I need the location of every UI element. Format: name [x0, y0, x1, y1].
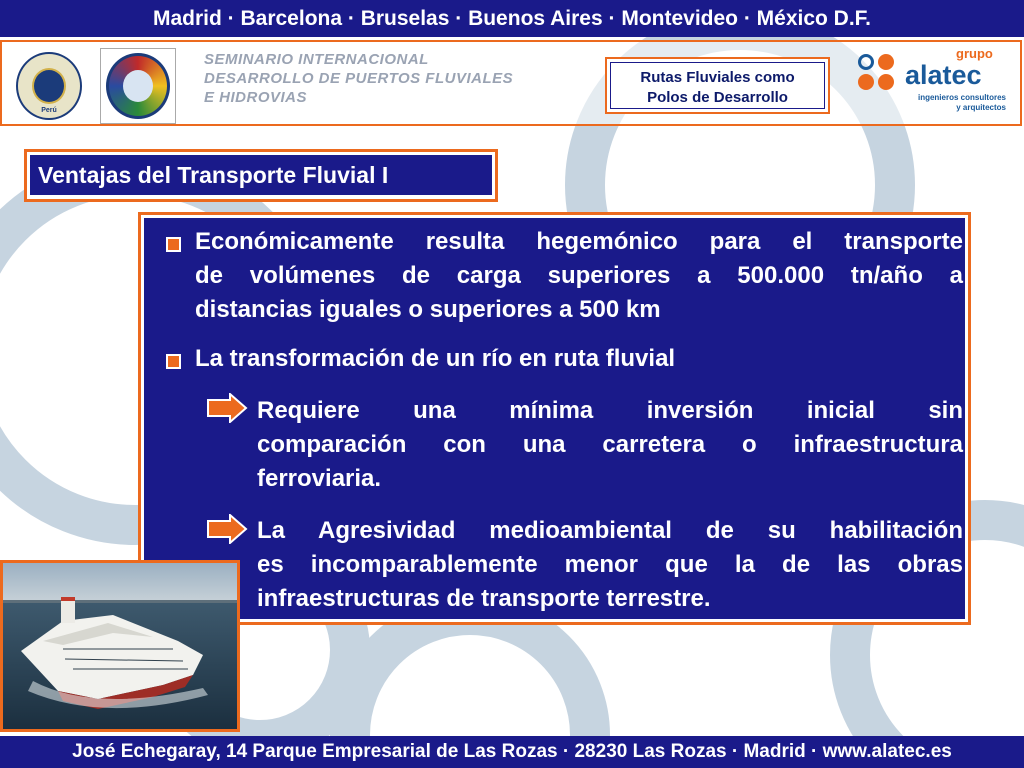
section-title-box: [24, 149, 498, 202]
autoridad-portuaria-logo: [16, 52, 82, 120]
sub-bullet-1-line-2: comparación con una carretera o infraestructura: [257, 431, 963, 458]
orange-square-icon: [166, 237, 181, 252]
orange-arrow-icon: [206, 514, 248, 544]
section-title: Ventajas del Transporte Fluvial I: [38, 162, 389, 188]
rutas-line-1: Rutas Fluviales como: [640, 69, 795, 86]
orange-square-icon: [166, 354, 181, 369]
cities-banner: [0, 0, 1024, 37]
seminar-line-3: E HIDROVIAS: [204, 89, 308, 106]
bullet-1-line-2: de volúmenes de carga superiores a 500.000 tn/año a: [195, 262, 963, 289]
orange-arrow-icon: [206, 393, 248, 423]
logo-emblem: [32, 68, 66, 104]
content-panel: [138, 212, 971, 625]
brand-sub-2: y arquitectos: [956, 103, 1006, 112]
footer-address: José Echegaray, 14 Parque Empresarial de Las Rozas · 28230 Las Rozas · Madrid · www.alatec.es: [72, 741, 952, 762]
cruise-ship-image: [3, 563, 237, 729]
cities-text: Madrid · Barcelona · Bruselas · Buenos Aires · Montevideo · México D.F.: [152, 7, 872, 30]
alatec-logo: [854, 46, 1014, 122]
bullet-1-line-1: Económicamente resulta hegemónico para el transporte: [195, 228, 963, 255]
seminar-line-2: DESARROLLO DE PUERTOS FLUVIALES: [204, 70, 514, 87]
rutas-frame: [610, 62, 825, 109]
seminar-line-1: SEMINARIO INTERNACIONAL: [204, 51, 429, 68]
brand-grupo: grupo: [956, 46, 993, 61]
sub-bullet-2-line-1: La Agresividad medioambiental de su habilitación: [257, 517, 963, 544]
rutas-fluviales-box: [605, 57, 830, 114]
sub-bullet-1-line-3: ferroviaria.: [257, 465, 382, 492]
bullet-2-line-1: La transformación de un río en ruta fluvial: [195, 345, 676, 372]
cruise-ship-photo: [0, 560, 240, 732]
seminar-title: [204, 50, 513, 107]
header: [0, 40, 1022, 126]
flags-ring-icon: [106, 53, 170, 119]
section-title-frame: [30, 155, 492, 195]
brand-sub-1: ingenieros consultores: [917, 93, 1006, 102]
brand-name: alatec: [905, 60, 982, 90]
bullet-1-line-3: distancias iguales o superiores a 500 km: [195, 296, 661, 323]
comision-interamericana-logo: [100, 48, 176, 124]
rutas-line-2: Polos de Desarrollo: [647, 89, 788, 106]
logo-country-label: Perú: [41, 107, 57, 114]
sub-bullet-2-line-2: es incomparablemente menor que la de las obras: [257, 551, 963, 578]
sub-bullet-1-line-1: Requiere una mínima inversión inicial sin: [257, 397, 963, 424]
sub-bullet-2-line-3: infraestructuras de transporte terrestre.: [257, 585, 711, 612]
content-body: [144, 218, 965, 619]
footer-bar: [0, 736, 1024, 768]
